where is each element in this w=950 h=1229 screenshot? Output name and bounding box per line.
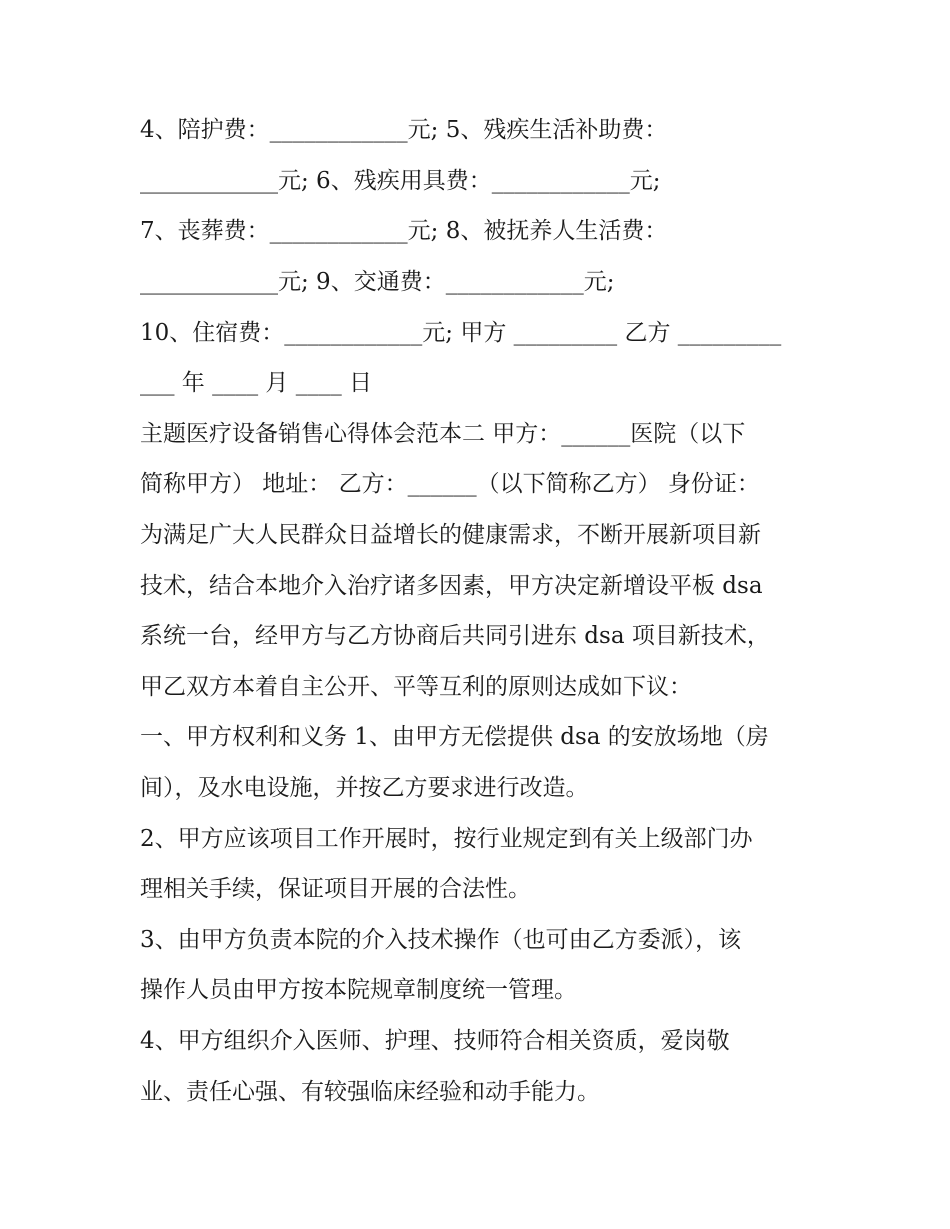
text-line: 一、甲方权利和义务 1、由甲方无偿提供 dsa 的安放场地（房 [140, 724, 769, 750]
text-line: 2、甲方应该项目工作开展时，按行业规定到有关上级部门办 [140, 826, 753, 852]
text-line: 技术，结合本地介入治疗诸多因素，甲方决定新增设平板 dsa [140, 573, 763, 599]
text-line: 为满足广大人民群众日益增长的健康需求，不断开展新项目新 [140, 522, 761, 548]
text-line: ____________元; 9、交通费：____________元; [140, 269, 615, 295]
text-line: 简称甲方） 地址： 乙方：______（以下简称乙方） 身份证： [140, 471, 760, 497]
text-line: 4、陪护费：____________元; 5、残疾生活补助费： [140, 117, 668, 143]
text-line: ___ 年 ____ 月 ____ 日 [140, 370, 373, 396]
text-line: 甲乙双方本着自主公开、平等互利的原则达成如下议： [140, 674, 692, 700]
text-line: 操作人员由甲方按本院规章制度统一管理。 [140, 977, 577, 1003]
text-line: 7、丧葬费：____________元; 8、被抚养人生活费： [140, 218, 668, 244]
text-line: 4、甲方组织介入医师、护理、技师符合相关资质，爱岗敬 [140, 1028, 730, 1054]
text-line: 3、由甲方负责本院的介入技术操作（也可由乙方委派），该 [140, 927, 742, 953]
text-line: ____________元; 6、残疾用具费：____________元; [140, 168, 661, 194]
text-line: 10、住宿费：____________元; 甲方 _________ 乙方 _________ [140, 320, 782, 346]
text-line: 理相关手续，保证项目开展的合法性。 [140, 876, 531, 902]
text-line: 间），及水电设施，并按乙方要求进行改造。 [140, 775, 589, 801]
text-line: 系统一台，经甲方与乙方协商后共同引进东 dsa 项目新技术， [140, 623, 770, 649]
text-line: 主题医疗设备销售心得体会范本二 甲方：______医院（以下 [140, 421, 746, 447]
text-line: 业、责任心强、有较强临床经验和动手能力。 [140, 1079, 600, 1105]
